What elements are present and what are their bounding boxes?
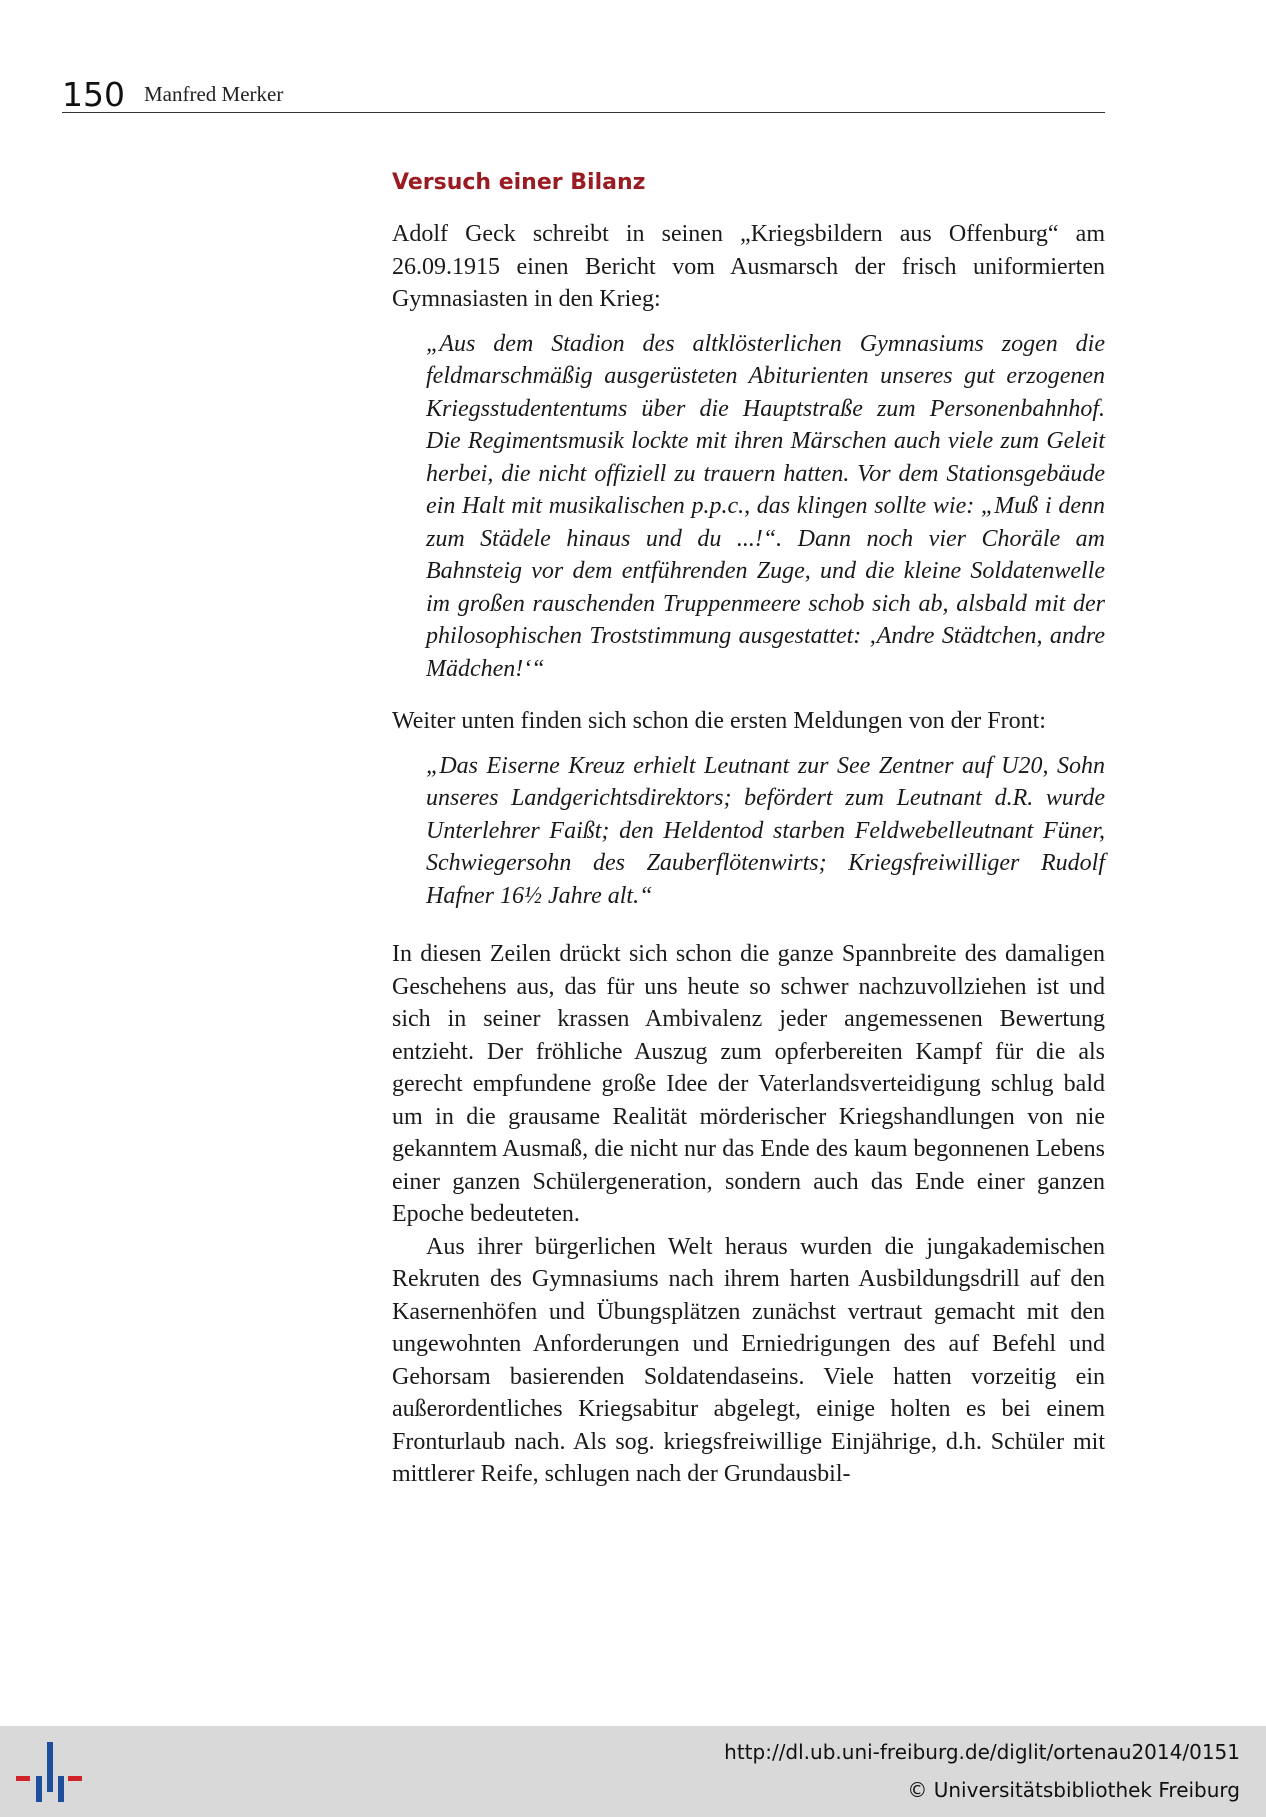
paragraph-intro: Adolf Geck schreibt in seinen „Kriegsbildern aus Offenburg“ am 26.09.1915 einen Bericht vom Ausmarsch der frisch uniformierten Gymnasiasten in den Krieg: [392, 221, 1105, 312]
paragraph-recruits: Aus ihrer bürgerlichen Welt heraus wurden die jungakademischen Rekruten des Gymnasiums nach ihrem harten Ausbildungsdrill auf den Kasernenhöfen und Übungsplätzen zunächst vertraut gemacht mit den ungewohnten Anforderungen und Erniedrigungen des auf Befehl und Gehorsam basierenden Soldatendaseins. Viele hatten vorzeitig ein außerordentliches Kriegsabitur abgelegt, einige holten es bei einem Fronturlaub nach. Als sog. kriegsfreiwillige Einjährige, d.h. Schüler mit mittlerer Reife, schlugen nach der Grundausbil- [392, 1233, 1105, 1487]
paragraph-analysis: In diesen Zeilen drückt sich schon die ganze Spannbreite des damaligen Geschehens aus, das für uns heute so schwer nachzuvollziehen ist und sich in seiner krassen Ambivalenz jeder angemessenen Bewertung entzieht. Der fröhliche Auszug zum opferbereiten Kampf für die als gerecht empfundene große Idee der Vaterlandsverteidigung schlug bald um in die grausame Realität mörderischer Kriegshandlungen von nie gekanntem Ausmaß, die nicht nur das Ende des kaum begonnenen Lebens einer ganzen Schülergeneration, sondern auch das Ende einer ganzen Epoche bedeuteten. [392, 941, 1105, 1227]
page-number: 150 [62, 75, 125, 114]
section-heading: Versuch einer Bilanz [392, 170, 646, 195]
block-quote-departure: „Aus dem Stadion des altklösterlichen Gymnasiums zogen die feldmarschmäßig ausgerüsteten Abiturienten unseres gut erzogenen Kriegsstudententums über die Hauptstraße zum Personenbahnhof. Die Regimentsmusik lockte mit ihren Märschen auch viele zum Geleit herbei, die nicht offiziell zu trauern hatten. Vor dem Stationsgebäude ein Halt mit musikalischen p.p.c., das klingen sollte wie: „Muß i denn zum Städele hinaus und du ...!“. Dann noch vier Choräle am Bahnsteig vor dem entführenden Zuge, und die kleine Soldatenwelle im großen rauschenden Truppenmeere schob sich ab, alsbald mit der philosophischen Troststimmung ausgestattet: ‚Andre Städtchen, andre Mädchen!‘“ [426, 330, 1105, 682]
running-header [62, 76, 1105, 113]
block-quote-reports: „Das Eiserne Kreuz erhielt Leutnant zur See Zentner auf U20, Sohn unseres Landgerichtsdirektors; befördert zum Leutnant d.R. wurde Unterlehrer Faißt; den Heldentod starben Feldwebelleutnant Füner, Schwiegersohn des Zauberflötenwirts; Kriegsfreiwilliger Rudolf Hafner 16½ Jahre alt.“ [426, 752, 1105, 909]
running-author: Manfred Merker [144, 82, 284, 106]
paragraph-front-reports: Weiter unten finden sich schon die ersten Meldungen von der Front: [392, 708, 1046, 734]
footer-copyright: © Universitätsbibliothek Freiburg [907, 1778, 1240, 1802]
text-column [392, 168, 1105, 1491]
ub-freiburg-logo-icon [14, 1736, 84, 1806]
footer-bar [0, 1726, 1266, 1817]
footer-url-link[interactable]: http://dl.ub.uni-freiburg.de/diglit/ortenau2014/0151 [724, 1740, 1240, 1764]
